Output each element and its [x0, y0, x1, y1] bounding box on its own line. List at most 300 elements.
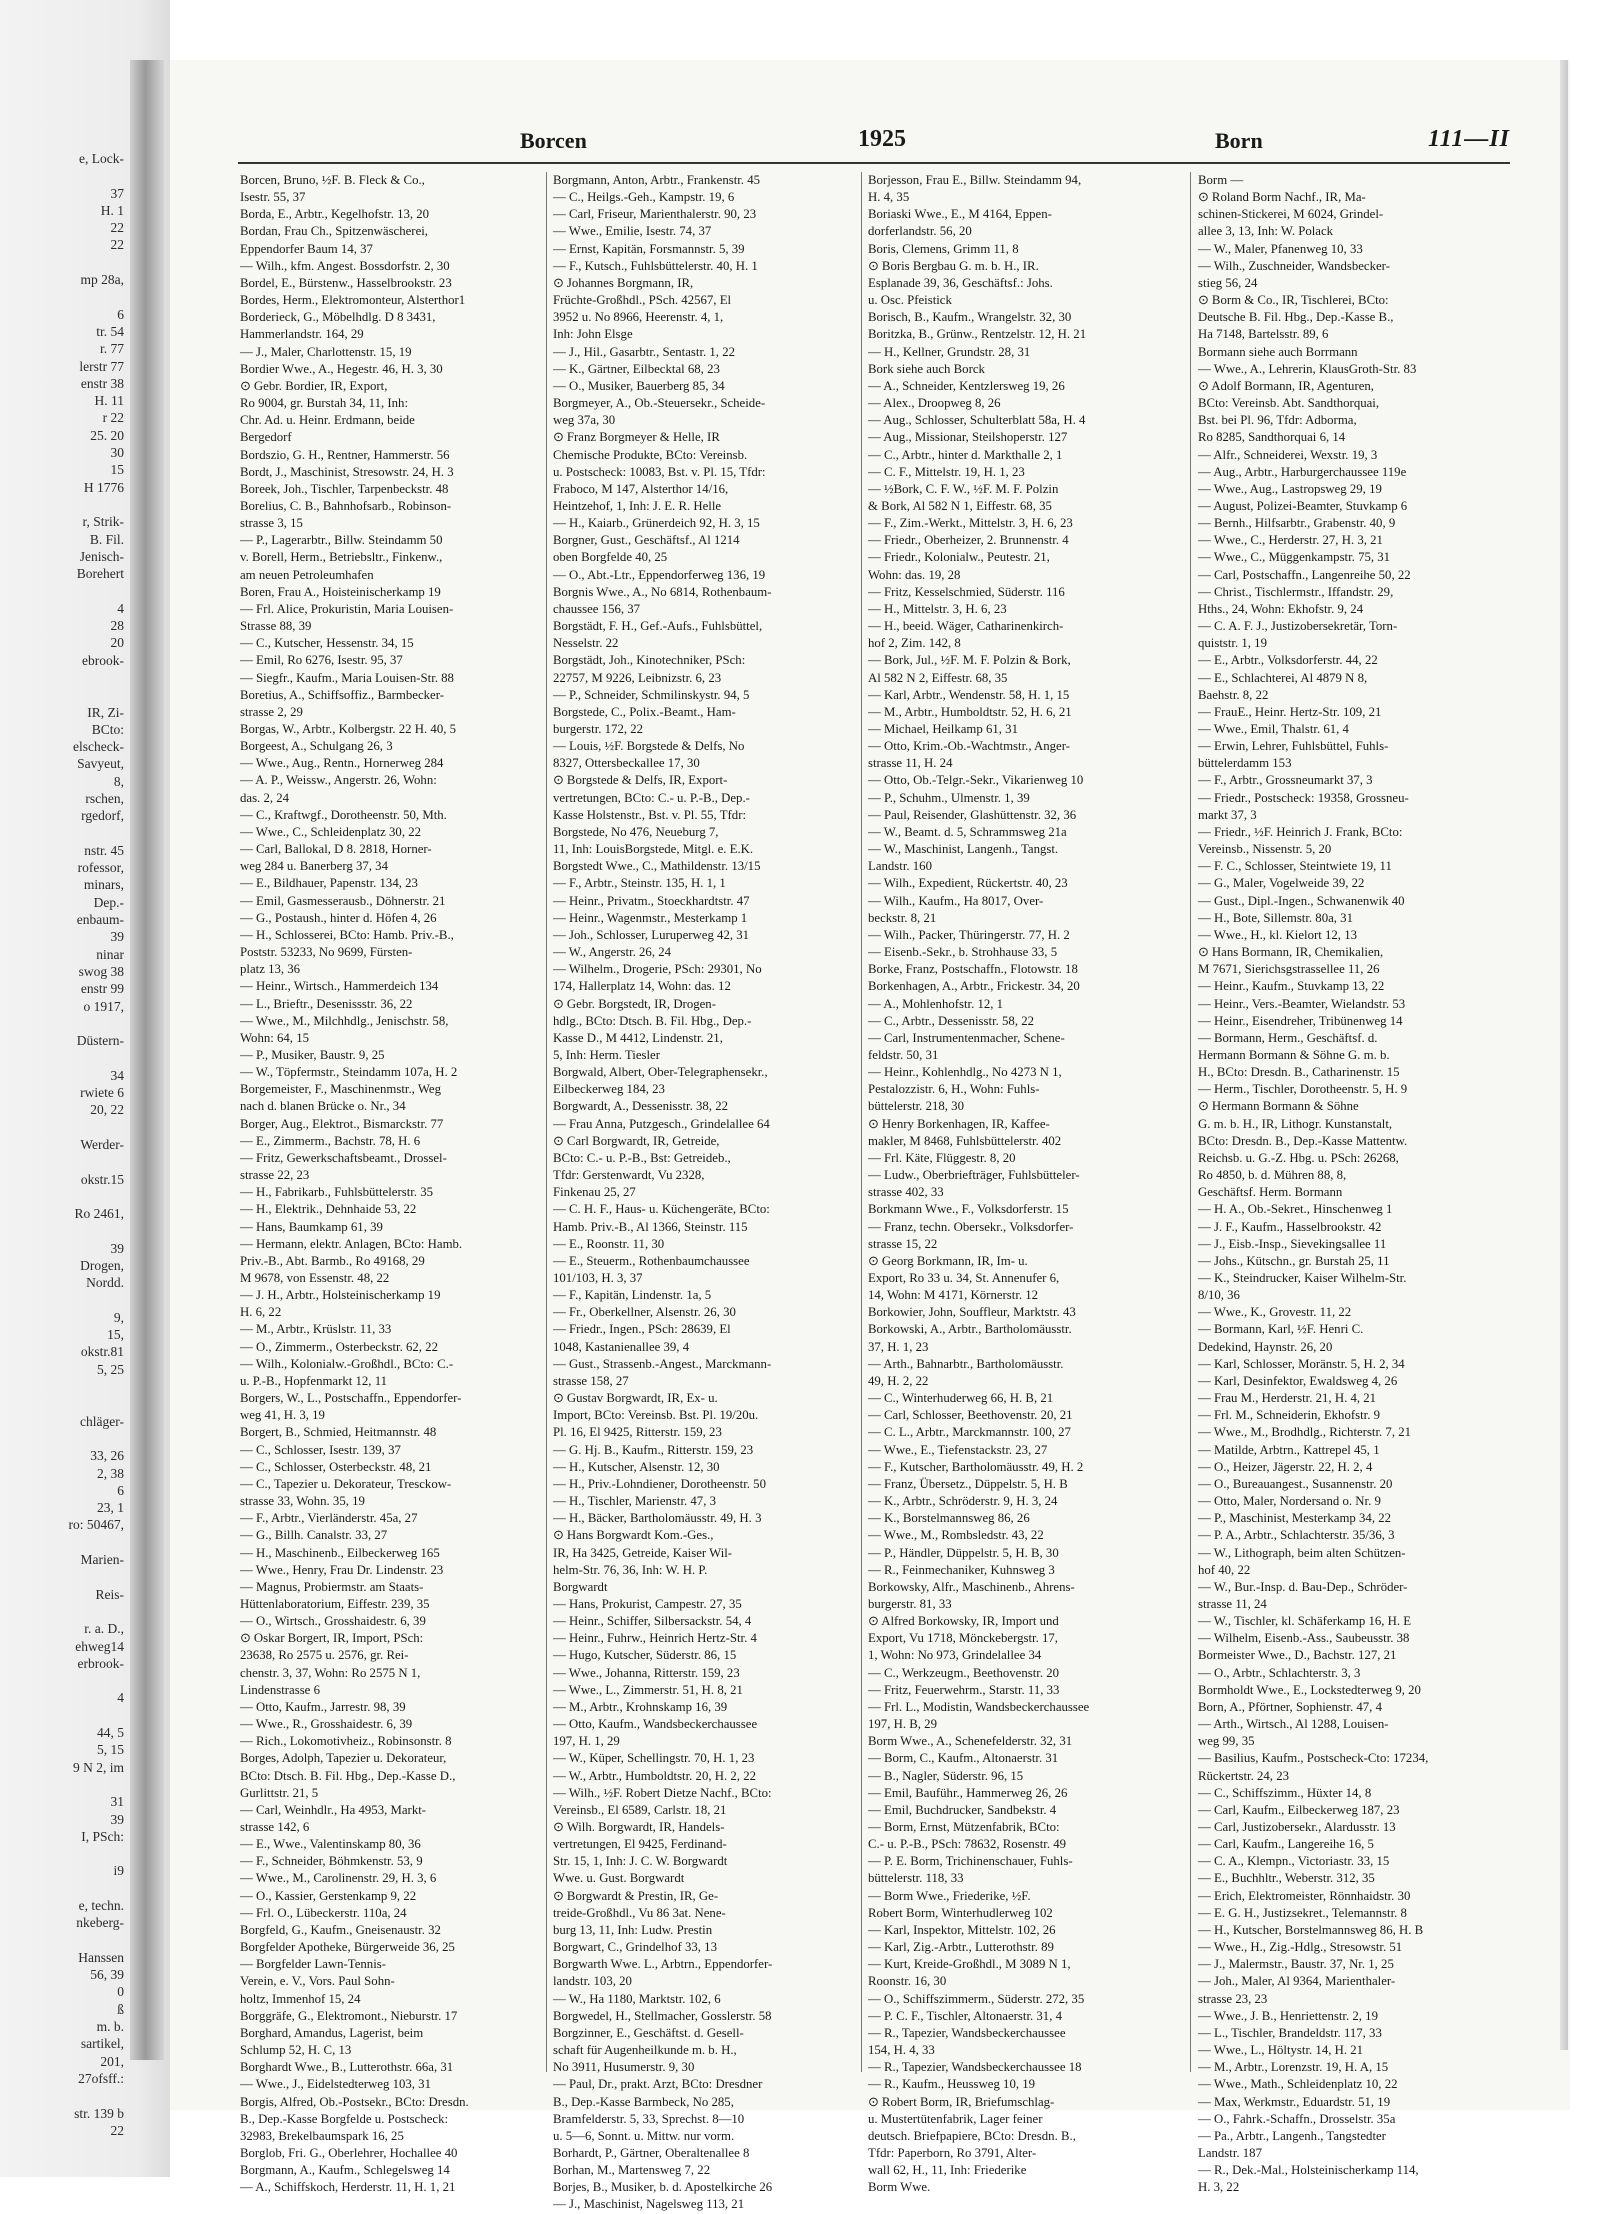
directory-entry-line: — Wwe., C., Herderstr. 27, H. 3, 21: [1198, 533, 1383, 548]
directory-entry-line: Borgnis Wwe., A., No 6814, Rothenbaum-: [553, 584, 772, 599]
directory-entry-line: weg 99, 35: [1198, 1734, 1255, 1749]
directory-entry-line: — G., Billh. Canalstr. 33, 27: [240, 1528, 388, 1543]
directory-entry-line: hof 2, Zim. 142, 8: [868, 636, 961, 651]
directory-entry-line: ⊙ Carl Borgwardt, IR, Getreide,: [553, 1133, 720, 1148]
directory-entry-line: — K., Steindrucker, Kaiser Wilhelm-Str.: [1198, 1271, 1407, 1285]
directory-entry-line: Chr. Ad. u. Heinr. Erdmann, beide: [240, 413, 415, 428]
directory-entry-line: Borkenhagen, A., Arbtr., Frickestr. 34, 20: [868, 979, 1080, 994]
directory-entry-line: — E., Roonstr. 11, 30: [553, 1236, 665, 1251]
directory-entry-line: Hermann Bormann & Söhne G. m. b.: [1198, 1047, 1390, 1062]
left-fragment-line: [0, 1776, 128, 1793]
directory-entry-line: — Frl. L., Modistin, Wandsbeckerchaussee: [868, 1699, 1090, 1714]
directory-entry-line: Borhan, M., Martensweg 7, 22: [553, 2163, 711, 2178]
left-fragment-line: rschen,: [85, 790, 124, 806]
left-fragment-line: Marien-: [80, 1552, 124, 1568]
directory-entry-line: Bormholdt Wwe., E., Lockstedterweg 9, 20: [1198, 1682, 1421, 1697]
directory-entry-line: BCto: Dtsch. B. Fil. Hbg., Dep.-Kasse D.,: [240, 1768, 456, 1783]
directory-entry-line: ⊙ Wilh. Borgwardt, IR, Handels-: [553, 1820, 725, 1834]
directory-column-2: [553, 172, 853, 2212]
directory-entry-line: Borgner, Gust., Geschäftsf., Al 1214: [553, 533, 740, 548]
directory-entry-line: — Bernh., Hilfsarbtr., Grabenstr. 40, 9: [1198, 516, 1396, 531]
directory-entry-line: — Friedr., Ingen., PSch: 28639, El: [553, 1322, 731, 1337]
directory-entry-line: 197, H. B, 29: [868, 1717, 937, 1732]
directory-entry-line: Boriaski Wwe., E., M 4164, Eppen-: [868, 207, 1052, 222]
directory-entry-line: Borges, Adolph, Tapezier u. Dekorateur,: [240, 1751, 447, 1766]
directory-entry-line: — C., Kraftwgf., Dorotheenstr. 50, Mth.: [240, 807, 447, 822]
directory-entry-line: büttelerstr. 218, 30: [868, 1099, 964, 1114]
left-fragment-line: 33, 26: [90, 1448, 124, 1464]
directory-entry-line: — Wwe., Aug., Rentn., Hornerweg 284: [240, 756, 444, 771]
directory-entry-line: 5, Inh: Herm. Tiesler: [553, 1047, 660, 1062]
directory-entry-line: — Carl, Ballokal, D 8. 2818, Horner-: [240, 842, 432, 857]
directory-entry-line: — C., Werkzeugm., Beethovenstr. 20: [868, 1665, 1060, 1680]
directory-entry-line: — Louis, ½F. Borgstede & Delfs, No: [553, 739, 745, 754]
directory-entry-line: Borglob, Fri. G., Oberlehrer, Hochallee 40: [240, 2145, 458, 2160]
directory-entry-line: 154, H. 4, 33: [868, 2043, 935, 2058]
directory-entry-line: u. Osc. Pfeistick: [868, 293, 952, 308]
directory-entry-line: — O., Kassier, Gerstenkamp 9, 22: [240, 1888, 417, 1903]
directory-entry-line: — Frl. Alice, Prokuristin, Maria Louisen-: [240, 601, 454, 616]
left-fragment-line: rwiete 6: [80, 1085, 124, 1101]
directory-entry-line: Bordes, Herm., Elektromonteur, Alsterthor1: [240, 293, 466, 308]
directory-entry-line: — Fr., Oberkellner, Alsenstr. 26, 30: [553, 1305, 736, 1320]
directory-entry-line: Borkowier, John, Souffleur, Marktstr. 43: [868, 1305, 1076, 1320]
directory-entry-line: strasse 23, 23: [1198, 1991, 1268, 2006]
directory-entry-line: — F., Schneider, Böhmkenstr. 53, 9: [240, 1854, 423, 1869]
directory-entry-line: — Heinr., Wagenmstr., Mesterkamp 1: [553, 910, 748, 925]
directory-entry-line: — Friedr., Kolonialw., Peutestr. 21,: [868, 550, 1050, 565]
directory-entry-line: — Carl, Postschaffn., Langenreihe 50, 22: [1198, 567, 1411, 582]
left-fragment-line: 22: [110, 220, 124, 236]
left-fragment-line: Drogen,: [80, 1258, 124, 1273]
left-fragment-line: Hanssen: [78, 1949, 124, 1965]
directory-entry-line: ⊙ Robert Borm, IR, Briefumschlag-: [868, 2094, 1055, 2109]
left-fragment-line: Dep.-: [93, 894, 124, 910]
directory-entry-line: — Hans, Prokurist, Campestr. 27, 35: [553, 1596, 742, 1611]
left-fragment-line: [0, 1378, 128, 1395]
directory-entry-line: — Eisenb.-Sekr., b. Strohhause 33, 5: [868, 945, 1058, 960]
left-fragment-line: H. 1: [100, 202, 124, 218]
directory-entry-line: allee 3, 13, Inh: W. Polack: [1198, 224, 1334, 239]
directory-entry-line: Borgstede, C., Polix.-Beamt., Ham-: [553, 704, 736, 719]
left-fragment-line: [0, 1430, 128, 1447]
left-fragment-line: 2, 38: [97, 1465, 124, 1481]
left-fragment-line: [0, 1292, 128, 1309]
directory-entry-line: 14, Wohn: M 4171, Körnerstr. 12: [868, 1288, 1039, 1303]
directory-entry-line: 37, H. 1, 23: [868, 1339, 929, 1354]
directory-entry-line: platz 13, 36: [240, 962, 301, 977]
directory-entry-line: — Wwe., Aug., Lastropsweg 29, 19: [1198, 481, 1382, 496]
directory-entry-line: Borgstede, No 476, Neueburg 7,: [553, 824, 719, 839]
directory-entry-line: stieg 56, 24: [1198, 275, 1258, 290]
directory-entry-line: — C. L., Arbtr., Marckmannstr. 100, 27: [868, 1425, 1071, 1440]
directory-entry-line: ⊙ Borgstede & Delfs, IR, Export-: [553, 773, 728, 788]
directory-entry-line: — Wwe., J. B., Henriettenstr. 2, 19: [1198, 2008, 1378, 2023]
left-fragment-line: sartikel,: [80, 2036, 124, 2052]
directory-entry-line: — M., Arbtr., Lorenzstr. 19, H. A, 15: [1198, 2060, 1389, 2075]
directory-entry-line: 32983, Brekelbaumspark 16, 25: [240, 2128, 404, 2143]
directory-entry-line: Borhardt, P., Gärtner, Oberaltenallee 8: [553, 2145, 750, 2160]
directory-entry-line: — Wwe., H., Zig.-Hdlg., Stresowstr. 51: [1198, 1940, 1403, 1955]
header-left-word: Borcen: [520, 128, 587, 153]
directory-entry-line: 11, Inh: LouisBorgstede, Mitgl. e. E.K.: [553, 842, 754, 857]
directory-entry-line: — Michael, Heilkamp 61, 31: [868, 722, 1018, 736]
directory-entry-line: quiststr. 1, 19: [1198, 636, 1267, 651]
directory-entry-line: — Gust., Dipl.-Ingen., Schwanenwik 40: [1198, 893, 1405, 908]
directory-entry-line: Borgwart, C., Grindelhof 33, 13: [553, 1940, 717, 1955]
left-fragment-line: I, PSch:: [81, 1828, 124, 1844]
directory-entry-line: Borgfelder Apotheke, Bürgerweide 36, 25: [240, 1940, 455, 1955]
directory-entry-line: burgerstr. 172, 22: [553, 722, 644, 736]
left-fragment-line: B. Fil.: [89, 531, 124, 547]
directory-entry-line: chenstr. 3, 37, Wohn: Ro 2575 N 1,: [240, 1665, 421, 1680]
directory-entry-line: — O., Wirtsch., Grosshaidestr. 6, 39: [240, 1614, 426, 1629]
directory-entry-line: Bordszio, G. H., Rentner, Hammerstr. 56: [240, 447, 450, 462]
directory-entry-line: hof 40, 22: [1198, 1562, 1251, 1577]
directory-entry-line: Tfdr: Gerstenwardt, Vu 2328,: [553, 1168, 705, 1183]
directory-entry-line: strasse 2, 29: [240, 704, 303, 719]
left-fragment-line: minars,: [83, 877, 124, 893]
directory-entry-line: — Wilhelm, Eisenb.-Ass., Saubeusstr. 38: [1198, 1631, 1410, 1646]
left-fragment-line: 30: [110, 445, 124, 461]
directory-entry-line: — P., Lagerarbtr., Billw. Steindamm 50: [240, 533, 443, 548]
directory-entry-line: Fraboco, M 147, Alsterthor 14/16,: [553, 481, 729, 496]
directory-entry-line: makler, M 8468, Fuhlsbüttelerstr. 402: [868, 1133, 1062, 1148]
directory-entry-line: Landstr. 187: [1198, 2145, 1262, 2160]
directory-entry-line: — A., Schiffskoch, Herderstr. 11, H. 1, 21: [240, 2180, 456, 2195]
directory-entry-line: — Siegfr., Kaufm., Maria Louisen-Str. 88: [240, 670, 454, 685]
directory-entry-line: — C., Tapezier u. Dekorateur, Tresckow-: [240, 1476, 452, 1491]
directory-entry-line: — C., Arbtr., hinter d. Markthalle 2, 1: [868, 447, 1063, 462]
directory-entry-line: — O., Schiffszimmerm., Süderstr. 272, 35: [868, 1991, 1085, 2006]
left-fragment-line: i9: [113, 1863, 124, 1879]
directory-entry-line: — Erich, Elektromeister, Rönnhaidstr. 30: [1198, 1888, 1411, 1903]
directory-entry-line: — ½Bork, C. F. W., ½F. M. F. Polzin: [868, 481, 1059, 496]
directory-entry-line: Boretius, A., Schiffsoffiz., Barmbecker-: [240, 687, 444, 702]
left-fragment-line: 34: [110, 1067, 124, 1083]
directory-entry-line: — Wwe., Johanna, Ritterstr. 159, 23: [553, 1665, 740, 1680]
left-fragment-line: mp 28a,: [80, 272, 124, 288]
directory-entry-line: — Wilh., Packer, Thüringerstr. 77, H. 2: [868, 927, 1070, 942]
directory-entry-line: Borgstedt Wwe., C., Mathildenstr. 13/15: [553, 859, 761, 874]
left-fragment-line: 31: [110, 1794, 124, 1810]
left-fragment-line: 6: [117, 1482, 124, 1498]
directory-entry-line: — Aug., Missionar, Steilshoperstr. 127: [868, 430, 1068, 445]
directory-entry-line: No 3911, Husumerstr. 9, 30: [553, 2060, 695, 2075]
directory-entry-line: — P. E. Borm, Trichinenschauer, Fuhls-: [868, 1854, 1073, 1869]
left-fragment-line: 15: [110, 462, 124, 478]
directory-entry-line: — K., Gärtner, Eilbecktal 68, 23: [553, 361, 720, 376]
directory-entry-line: — C., Arbtr., Dessenisstr. 58, 22: [868, 1013, 1035, 1028]
left-fragment-line: [0, 582, 128, 599]
directory-entry-line: — Bormann, Herm., Geschäftsf. d.: [1198, 1030, 1378, 1045]
directory-entry-line: — E., Schlachterei, Al 4879 N 8,: [1198, 670, 1368, 685]
directory-entry-line: Export, Vu 1718, Mönckebergstr. 17,: [868, 1631, 1058, 1646]
directory-entry-line: — Ernst, Kapitän, Forsmannstr. 5, 39: [553, 241, 745, 256]
directory-entry-line: — R., Tapezier, Wandsbeckerchaussee: [868, 2025, 1066, 2040]
directory-entry-line: BCto: Vereinsb. Abt. Sandthorquai,: [1198, 396, 1380, 411]
directory-entry-line: ⊙ Hans Borgwardt Kom.-Ges.,: [553, 1528, 714, 1543]
left-fragment-line: [0, 1845, 128, 1862]
directory-entry-line: Hüttenlaboratorium, Eiffestr. 239, 35: [240, 1596, 430, 1611]
left-fragment-line: [0, 825, 128, 842]
directory-entry-line: ⊙ Henry Borkenhagen, IR, Kaffee-: [868, 1116, 1050, 1131]
directory-entry-line: strasse 15, 22: [868, 1236, 938, 1251]
directory-entry-line: — Wwe., Emil, Thalstr. 61, 4: [1198, 722, 1349, 736]
directory-entry-line: Eppendorfer Baum 14, 37: [240, 241, 373, 256]
directory-entry-line: — Frau M., Herderstr. 21, H. 4, 21: [1198, 1391, 1377, 1406]
directory-entry-line: Roonstr. 16, 30: [868, 1974, 947, 1989]
left-fragment-line: [0, 1932, 128, 1949]
directory-entry-line: Nesselstr. 22: [553, 636, 619, 651]
left-fragment-line: tr. 54: [96, 323, 124, 339]
directory-entry-line: — Ludw., Oberbriefträger, Fuhlsbütteler-: [868, 1168, 1080, 1183]
left-fragment-line: 56, 39: [90, 1967, 124, 1983]
directory-entry-line: — R., Dek.-Mal., Holsteinischerkamp 114,: [1198, 2163, 1419, 2178]
directory-entry-line: Borgmann, A., Kaufm., Schlegelsweg 14: [240, 2163, 450, 2178]
directory-entry-line: — H., Kutscher, Alsenstr. 12, 30: [553, 1459, 720, 1474]
directory-entry-line: — Karl, Arbtr., Wendenstr. 58, H. 1, 15: [868, 687, 1070, 702]
directory-entry-line: — Christ., Tischlermstr., Iffandstr. 29,: [1198, 584, 1394, 599]
directory-entry-line: ⊙ Georg Borkmann, IR, Im- u.: [868, 1253, 1028, 1268]
directory-entry-line: nach d. blanen Brücke o. Nr., 34: [240, 1099, 406, 1114]
directory-entry-line: C.- u. P.-B., PSch: 78632, Rosenstr. 49: [868, 1837, 1067, 1852]
directory-entry-line: strasse 158, 27: [553, 1373, 629, 1388]
left-fragment-line: 9,: [113, 1309, 124, 1325]
directory-entry-line: — Fritz, Kesselschmied, Süderstr. 116: [868, 584, 1065, 599]
left-fragment-line: [0, 669, 128, 686]
directory-entry-line: Borke, Franz, Postschaffn., Flotowstr. 18: [868, 962, 1078, 977]
left-fragment-line: r. a. D.,: [84, 1621, 124, 1637]
left-fragment-line: 6: [117, 306, 124, 322]
directory-entry-line: Baehstr. 8, 22: [1198, 687, 1269, 702]
directory-entry-line: — J., Hil., Gasarbtr., Sentastr. 1, 22: [553, 344, 735, 359]
directory-entry-line: strasse 11, H. 24: [868, 756, 953, 771]
directory-entry-line: Boreek, Joh., Tischler, Tarpenbeckstr. 48: [240, 481, 449, 496]
left-fragment-line: [0, 1395, 128, 1412]
left-fragment-line: 22: [110, 2122, 124, 2138]
directory-entry-line: — Otto, Ob.-Telgr.-Sekr., Vikarienweg 10: [868, 773, 1084, 788]
directory-entry-line: Borm Wwe.: [868, 2180, 931, 2195]
left-fragment-line: rofessor,: [77, 860, 124, 876]
directory-entry-line: — Frl. O., Lübeckerstr. 110a, 24: [240, 1905, 407, 1920]
left-fragment-line: Reis-: [95, 1586, 124, 1602]
directory-entry-line: — Wwe., C., Schleidenplatz 30, 22: [240, 824, 422, 839]
directory-entry-line: — Heinr., Kaufm., Stuvkamp 13, 22: [1198, 979, 1385, 994]
directory-entry-line: — Borm Wwe., Friederike, ½F.: [868, 1888, 1031, 1903]
directory-entry-line: — H., beeid. Wäger, Catharinenkirch-: [868, 619, 1064, 634]
left-fragment-line: ß: [117, 2001, 124, 2017]
directory-entry-line: — Borm, C., Kaufm., Altonaerstr. 31: [868, 1751, 1059, 1766]
left-fragment-line: [0, 1222, 128, 1239]
left-fragment-line: o 1917,: [83, 998, 124, 1014]
directory-entry-line: — Hugo, Kutscher, Süderstr. 86, 15: [553, 1648, 737, 1663]
directory-entry-line: Kasse Holstenstr., Bst. v. Pl. 55, Tfdr:: [553, 807, 747, 822]
directory-entry-line: — Wwe., H., kl. Kielort 12, 13: [1198, 927, 1357, 942]
directory-entry-line: Borggräfe, G., Elektromont., Nieburstr. 17: [240, 2008, 458, 2023]
left-fragment-line: Borehert: [76, 566, 124, 582]
directory-entry-line: — O., Fahrk.-Schaffn., Drosselstr. 35a: [1198, 2111, 1396, 2126]
directory-entry-line: — Arth., Wirtsch., Al 1288, Louisen-: [1198, 1717, 1389, 1732]
directory-entry-line: — Borm, Ernst, Mützenfabrik, BCto:: [868, 1820, 1060, 1834]
directory-entry-line: M 7671, Sierichsgstrassellee 11, 26: [1198, 962, 1380, 977]
directory-entry-line: — H., Schlosserei, BCto: Hamb. Priv.-B.,: [240, 927, 454, 942]
directory-entry-line: BCto: C.- u. P.-B., Bst: Getreideb.,: [553, 1150, 731, 1165]
directory-entry-line: — W., Lithograph, beim alten Schützen-: [1198, 1545, 1406, 1560]
left-fragment-line: 4: [117, 600, 124, 616]
directory-entry-line: Borgas, W., Arbtr., Kolbergstr. 22 H. 40, 5: [240, 722, 457, 736]
directory-entry-line: — Frau Anna, Putzgesch., Grindelallee 64: [553, 1116, 770, 1131]
directory-entry-line: — Erwin, Lehrer, Fuhlsbüttel, Fuhls-: [1198, 739, 1389, 754]
directory-entry-line: Kasse D., M 4412, Lindenstr. 21,: [553, 1030, 723, 1045]
directory-entry-line: — H., Tischler, Marienstr. 47, 3: [553, 1494, 717, 1509]
directory-entry-line: Robert Borm, Winterhudlerweg 102: [868, 1905, 1053, 1920]
left-fragment-line: BCto:: [91, 721, 124, 737]
directory-entry-line: Borgwald, Albert, Ober-Telegraphensekr.,: [553, 1065, 768, 1080]
directory-entry-line: — Carl, Friseur, Marienthalerstr. 90, 23: [553, 207, 757, 222]
directory-entry-line: burg 13, 11, Inh: Ludw. Prestin: [553, 1922, 713, 1937]
directory-entry-line: Ro 9004, gr. Burstah 34, 11, Inh:: [240, 396, 409, 411]
directory-entry-line: burgerstr. 81, 33: [868, 1596, 952, 1611]
directory-entry-line: — Joh., Maler, Al 9364, Marienthaler-: [1198, 1974, 1396, 1989]
directory-entry-line: — Herm., Tischler, Dorotheenstr. 5, H. 9: [1198, 1082, 1408, 1097]
directory-entry-line: 8327, Ottersbeckallee 17, 30: [553, 756, 700, 771]
directory-entry-line: Borm Wwe., A., Schenefelderstr. 32, 31: [868, 1734, 1073, 1749]
directory-entry-line: — P., Schneider, Schmilinskystr. 94, 5: [553, 687, 750, 702]
left-fragment-line: [0, 1119, 128, 1136]
directory-column-4: [1198, 172, 1498, 2195]
directory-entry-line: ⊙ Gebr. Bordier, IR, Export,: [240, 378, 388, 393]
directory-entry-line: ⊙ Gebr. Borgstedt, IR, Drogen-: [553, 996, 716, 1011]
left-fragment-line: 39: [110, 1240, 124, 1256]
directory-entry-line: Borgeest, A., Schulgang 26, 3: [240, 739, 393, 754]
directory-entry-line: schaft für Augenheilkunde m. b. H.,: [553, 2043, 737, 2058]
directory-entry-line: Borger, Aug., Elektrot., Bismarckstr. 77: [240, 1116, 444, 1131]
directory-entry-line: vertretungen, BCto: C.- u. P.-B., Dep.-: [553, 790, 750, 805]
left-fragment-line: [0, 2087, 128, 2104]
directory-entry-line: — Otto, Kaufm., Wandsbeckerchaussee: [553, 1717, 758, 1732]
directory-entry-line: — G., Maler, Vogelweide 39, 22: [1198, 876, 1365, 891]
directory-entry-line: — Hans, Baumkamp 61, 39: [240, 1219, 383, 1234]
directory-entry-line: Boris, Clemens, Grimm 11, 8: [868, 241, 1019, 256]
directory-entry-line: Dedekind, Haynstr. 26, 20: [1198, 1339, 1333, 1354]
directory-entry-line: helm-Str. 76, 36, Inh: W. H. P.: [553, 1562, 708, 1577]
directory-entry-line: — O., Bureauangest., Susannenstr. 20: [1198, 1476, 1393, 1491]
directory-entry-line: — Wwe., Math., Schleidenplatz 10, 22: [1198, 2077, 1398, 2092]
directory-entry-line: — W., Beamt. d. 5, Schrammsweg 21a: [868, 824, 1067, 839]
directory-entry-line: Borda, E., Arbtr., Kegelhofstr. 13, 20: [240, 207, 430, 222]
directory-entry-line: v. Borell, Herm., Betriebsltr., Finkenw.,: [240, 550, 443, 565]
directory-entry-line: ⊙ Hermann Bormann & Söhne: [1198, 1099, 1359, 1114]
directory-entry-line: Wohn: das. 19, 28: [868, 567, 961, 582]
directory-entry-line: — Arth., Bahnarbtr., Bartholomäusstr.: [868, 1356, 1064, 1371]
directory-entry-line: Borgers, W., L., Postschaffn., Eppendorfer-: [240, 1391, 462, 1406]
header-rule: [238, 162, 1510, 164]
directory-entry-line: Vereinsb., El 6589, Carlstr. 18, 21: [553, 1802, 727, 1817]
directory-entry-line: — M., Arbtr., Krohnskamp 16, 39: [553, 1699, 728, 1714]
directory-entry-line: ⊙ Roland Borm Nachf., IR, Ma-: [1198, 190, 1366, 205]
left-fragment-line: H. 11: [94, 393, 124, 409]
directory-entry-line: — Frl. M., Schneiderin, Ekhofstr. 9: [1198, 1408, 1380, 1423]
left-fragment-line: ehweg14: [75, 1638, 124, 1654]
directory-entry-line: — M., Arbtr., Krüslstr. 11, 33: [240, 1322, 392, 1337]
directory-entry-line: — W., Bur.-Insp. d. Bau-Dep., Schröder-: [1198, 1579, 1408, 1594]
directory-entry-line: weg 37a, 30: [553, 413, 616, 428]
directory-entry-line: Borgstädt, F. H., Gef.-Aufs., Fuhlsbüttel,: [553, 619, 763, 634]
directory-entry-line: — Matilde, Arbtrn., Kattrepel 45, 1: [1198, 1442, 1380, 1457]
directory-entry-line: — E., Wwe., Valentinskamp 80, 36: [240, 1837, 421, 1852]
page-header: [230, 126, 1510, 156]
directory-entry-line: — Carl, Kaufm., Eilbeckerweg 187, 23: [1198, 1802, 1400, 1817]
directory-entry-line: — F., Zim.-Werkt., Mittelstr. 3, H. 6, 23: [868, 516, 1073, 531]
directory-entry-line: am neuen Petroleumhafen: [240, 567, 374, 582]
directory-entry-line: strasse 33, Wohn. 35, 19: [240, 1494, 365, 1509]
header-right-word: Born: [1215, 128, 1263, 153]
directory-entry-line: — C., Heilgs.-Geh., Kampstr. 19, 6: [553, 190, 735, 205]
directory-entry-line: — H., Fabrikarb., Fuhlsbüttelerstr. 35: [240, 1185, 434, 1200]
directory-entry-line: ⊙ Hans Bormann, IR, Chemikalien,: [1198, 945, 1384, 960]
directory-entry-line: — W., Maschinist, Langenh., Tangst.: [868, 842, 1059, 857]
left-fragment-line: [0, 1188, 128, 1205]
directory-entry-line: — Hermann, elektr. Anlagen, BCto: Hamb.: [240, 1236, 463, 1251]
directory-entry-line: — Paul, Dr., prakt. Arzt, BCto: Dresdner: [553, 2077, 763, 2092]
directory-entry-line: — O., Heizer, Jägerstr. 22, H. 2, 4: [1198, 1459, 1373, 1474]
directory-entry-line: büttelerstr. 118, 33: [868, 1871, 964, 1886]
directory-entry-line: — C. F., Mittelstr. 19, H. 1, 23: [868, 464, 1025, 479]
directory-entry-line: strasse 11, 24: [1198, 1596, 1267, 1611]
directory-entry-line: treide-Großhdl., Vu 86 3at. Nene-: [553, 1905, 726, 1920]
directory-entry-line: — P., Schuhm., Ulmenstr. 1, 39: [868, 790, 1030, 805]
left-fragment-line: Savyeut,: [77, 756, 124, 772]
directory-entry-line: deutsch. Briefpapiere, BCto: Dresdn. B.,: [868, 2128, 1076, 2143]
directory-entry-line: 8/10, 36: [1198, 1288, 1240, 1303]
left-fragment-line: 28: [110, 618, 124, 634]
directory-entry-line: — H., Elektrik., Dehnhaide 53, 22: [240, 1202, 417, 1217]
directory-entry-line: Hamb. Priv.-B., Al 1366, Steinstr. 115: [553, 1219, 748, 1234]
column-divider: [1190, 172, 1191, 2072]
directory-entry-line: — K., Arbtr., Schröderstr. 9, H. 3, 24: [868, 1494, 1058, 1509]
directory-entry-line: — J. H., Arbtr., Holsteinischerkamp 19: [240, 1288, 441, 1303]
directory-entry-line: strasse 22, 23: [240, 1168, 310, 1183]
directory-entry-line: weg 41, H. 3, 19: [240, 1408, 325, 1423]
directory-entry-line: 3952 u. No 8966, Heerenstr. 4, 1,: [553, 310, 724, 325]
directory-entry-line: ⊙ Alfred Borkowsky, IR, Import und: [868, 1614, 1059, 1629]
left-fragment-line: nstr. 45: [84, 842, 124, 858]
directory-entry-line: — Heinr., Fuhrw., Heinrich Hertz-Str. 4: [553, 1631, 757, 1646]
directory-entry-line: — L., Tischler, Brandeldstr. 117, 33: [1198, 2025, 1382, 2040]
directory-entry-line: — Friedr., ½F. Heinrich J. Frank, BCto:: [1198, 824, 1403, 839]
directory-entry-line: — F., Arbtr., Grossneumarkt 37, 3: [1198, 773, 1373, 788]
directory-entry-line: Borgis, Alfred, Ob.-Postsekr., BCto: Dresdn.: [240, 2094, 469, 2109]
directory-entry-line: — C. H. F., Haus- u. Küchengeräte, BCto:: [553, 1202, 770, 1217]
directory-entry-line: Reichsb. u. G.-Z. Hbg. u. PSch: 26268,: [1198, 1150, 1399, 1165]
directory-entry-line: — Fritz, Feuerwehrm., Starstr. 11, 33: [868, 1682, 1060, 1697]
directory-entry-line: Borgmann, Anton, Arbtr., Frankenstr. 45: [553, 173, 760, 187]
directory-entry-line: Hths., 24, Wohn: Ekhofstr. 9, 24: [1198, 601, 1364, 616]
directory-entry-line: — Heinr., Eisendreher, Tribünenweg 14: [1198, 1013, 1403, 1028]
directory-entry-line: Gurlittstr. 21, 5: [240, 1785, 319, 1800]
directory-entry-line: — E. G. H., Justizsekret., Telemannstr. 8: [1198, 1905, 1407, 1920]
left-fragment-line: ninar: [96, 946, 124, 962]
directory-entry-line: Bst. bei Pl. 96, Tfdr: Adborma,: [1198, 413, 1357, 428]
directory-entry-line: — Friedr., Postscheck: 19358, Grossneu-: [1198, 790, 1409, 805]
directory-column-1: [240, 172, 540, 2195]
directory-entry-line: Vereinsb., Nissenstr. 5, 20: [1198, 842, 1332, 857]
left-fragment-line: [0, 1880, 128, 1897]
directory-entry-line: — Wwe., Henry, Frau Dr. Lindenstr. 23: [240, 1562, 444, 1577]
directory-entry-line: H. 4, 35: [868, 190, 910, 205]
directory-entry-line: — A., Mohlenhofstr. 12, 1: [868, 996, 1004, 1011]
